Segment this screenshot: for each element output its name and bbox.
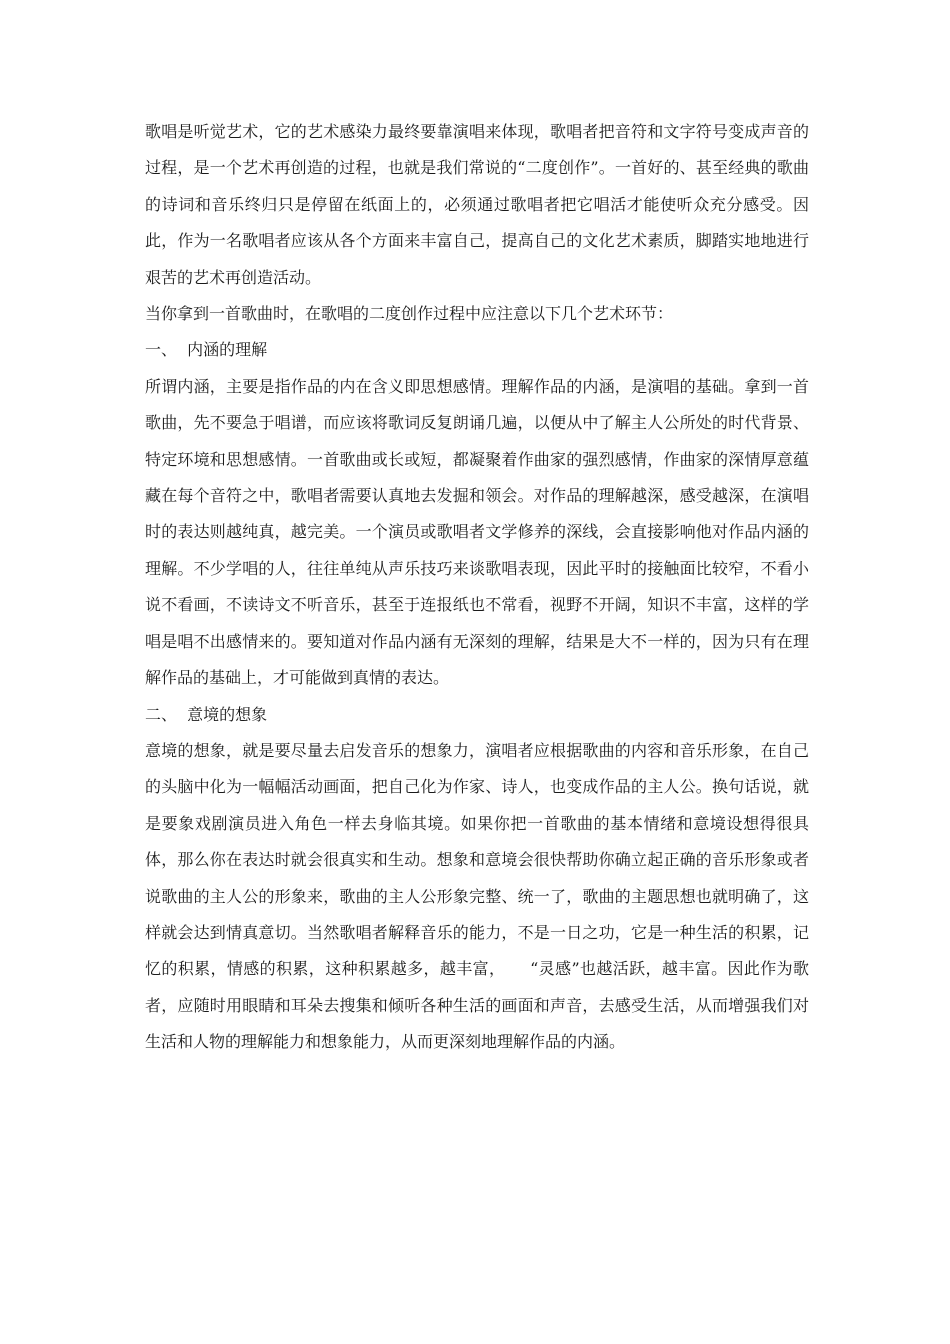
section-heading-2: 二、 意境的想象 bbox=[145, 704, 268, 724]
paragraph-section-1: 所谓内涵，主要是指作品的内在含义即思想感情。理解作品的内涵，是演唱的基础。拿到一首歌曲，先不要急于唱谱，而应该将歌词反复朗诵几遍，以便从中了解主人公所处的时代背景、特定环境和思想感情。一首歌曲或长或短，都凝聚着作曲家的强烈感情，作曲家的深情厚意蕴藏在每个音符之中，歌唱者需要认真地去发掘和领会。对作品的理解越深，感受越深，在演唱时的表达则越纯真，越完美。一个演员或歌唱者文学修养的深线，会直接影响他对作品内涵的理解。不少学唱的人，往往单纯从声乐技巧来谈歌唱表现，因此平时的接触面比较窄，不看小说不看画，不读诗文不听音乐，甚至于连报纸也不常看，视野不开阔，知识不丰富，这样的学唱是唱不出感情来的。要知道对作品内涵有无深刻的理解，结果是大不一样的，因为只有在理解作品的基础上，才可能做到真情的表达。 bbox=[145, 376, 809, 688]
section-heading-1: 一、 内涵的理解 bbox=[145, 340, 268, 360]
paragraph-section-2: 意境的想象，就是要尽量去启发音乐的想象力，演唱者应根据歌曲的内容和音乐形象，在自己的头脑中化为一幅幅活动画面，把自己化为作家、诗人，也变成作品的主人公。换句话说，就是要象戏剧演员进入角色一样去身临其境。如果你把一首歌曲的基本情绪和意境设想得很具体，那么你在表达时就会很真实和生动。想象和意境会很快帮助你确立起正确的音乐形象或者说歌曲的主人公的形象来，歌曲的主人公形象完整、统一了，歌曲的主题思想也就明确了，这样就会达到情真意切。当然歌唱者解释音乐的能力，不是一日之功，它是一种生活的积累，记忆的积累，情感的积累，这种积累越多，越丰富， “灵感”也越活跃，越丰富。因此作为歌者，应随时用眼睛和耳朵去搜集和倾听各种生活的画面和声音，去感受生活，从而增强我们对生活和人物的理解能力和想象能力，从而更深刻地理解作品的内涵。 bbox=[145, 740, 809, 1052]
paragraph-intro: 歌唱是听觉艺术，它的艺术感染力最终要靠演唱来体现，歌唱者把音符和文字符号变成声音的过程，是一个艺术再创造的过程，也就是我们常说的“二度创作”。一首好的、甚至经典的歌曲的诗词和音乐终归只是停留在纸面上的，必须通过歌唱者把它唱活才能使听众充分感受。因此，作为一名歌唱者应该从各个方面来丰富自己，提高自己的文化艺术素质，脚踏实地地进行艰苦的艺术再创造活动。 bbox=[145, 122, 809, 287]
document-body bbox=[145, 114, 809, 1061]
paragraph-lead: 当你拿到一首歌曲时，在歌唱的二度创作过程中应注意以下几个艺术环节： bbox=[145, 304, 674, 324]
